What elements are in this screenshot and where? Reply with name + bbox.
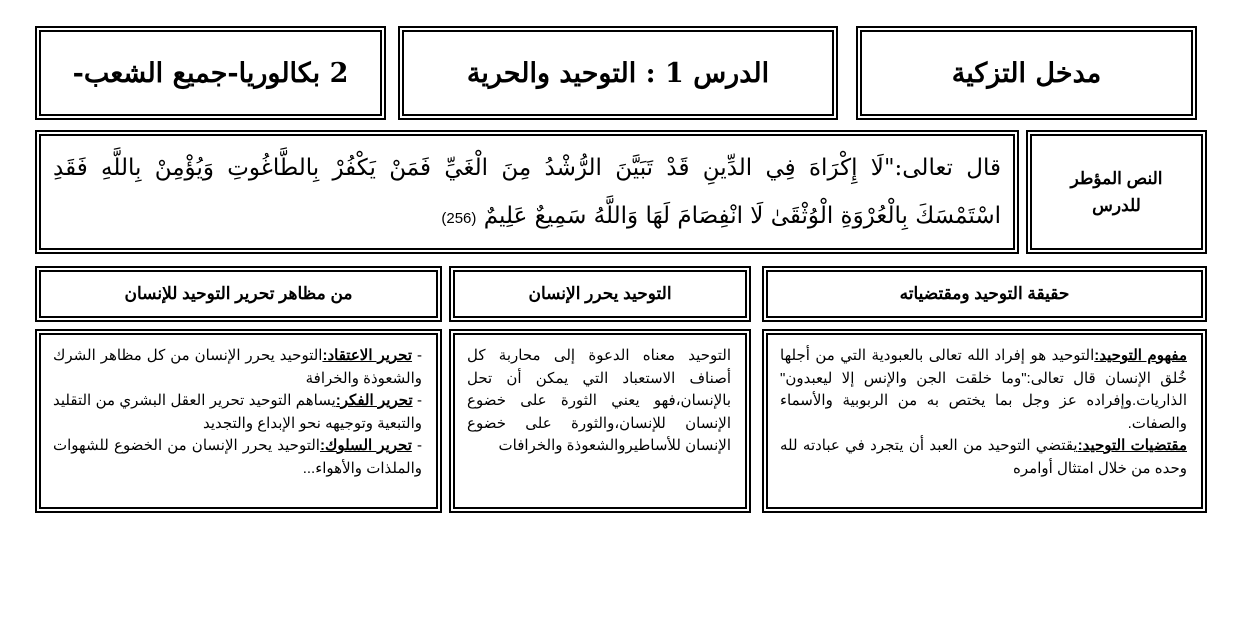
tawhid-liberation-text: التوحيد معناه الدعوة إلى محاربة كل أصناف الاستعباد التي يمكن أن تحل بالإنسان،فهو يعني الثورة على خضوع الإنسان للإنسان،والثورة على خضوع الإنسان للأساطيروالشعوذة والخرافات [467, 347, 731, 454]
verse-prefix: قال تعالى:" [883, 155, 1001, 181]
dash-1: - [412, 347, 422, 364]
text-tawhid-concept: التوحيد هو إفراد الله تعالى بالعبودية التي من أجلها خُلق الإنسان قال تعالى:"وما خلقت الجن والإنس إلا ليعبدون" الذاريات.وإفراده عز وجل بما يختص به من الربوبية والأسماء والصفات. [780, 347, 1187, 432]
behavior-liberation [53, 435, 422, 480]
term-tawhid-concept: مفهوم التوحيد: [1094, 347, 1187, 364]
text-belief-liberation: التوحيد يحرر الإنسان من كل مظاهر الشرك والشعوذة والخرافة [53, 347, 422, 387]
dash-3: - [411, 437, 423, 454]
belief-liberation [53, 345, 422, 390]
dash-2: - [412, 392, 422, 409]
term-belief-liberation: تحرير الاعتقاد: [322, 347, 413, 364]
lesson-title: الدرس 1 : التوحيد والحرية [466, 57, 770, 89]
term-behavior-liberation: تحرير السلوك: [319, 437, 412, 454]
column-body-middle [449, 329, 751, 513]
column-title-middle: التوحيد يحرر الإنسان [528, 284, 672, 303]
unit-title: مدخل التزكية [951, 57, 1102, 89]
column-title-right: حقيقة التوحيد ومقتضياته [899, 284, 1070, 303]
column-title-left: من مظاهر تحرير التوحيد للإنسان [124, 284, 353, 303]
tawhid-definition [780, 345, 1187, 435]
framing-verse-box [35, 130, 1019, 254]
text-tawhid-requirements: يقتضي التوحيد من العبد أن يتجرد في عبادته لله وحده من خلال امتثال أوامره [780, 437, 1187, 477]
column-header-middle [449, 266, 751, 322]
text-behavior-liberation: التوحيد يحرر الإنسان من الخضوع للشهوات والملذات والأهواء... [53, 437, 422, 477]
tawhid-requirements [780, 435, 1187, 480]
framing-text-label: النص المؤطر للدرس [1070, 169, 1163, 215]
column-header-left [35, 266, 442, 322]
term-tawhid-requirements: مقتضيات التوحيد: [1077, 437, 1187, 454]
text-thought-liberation: يساهم التوحيد تحرير العقل البشري من التقليد والتبعية وتوجيهه نحو الإبداع والتجديد [53, 392, 422, 432]
verse-text: لَا إِكْرَاهَ فِي الدِّينِ قَدْ تَبَيَّنَ الرُّشْدُ مِنَ الْغَيِّ فَمَنْ يَكْفُرْ بِالطَّاغُوتِ وَيُؤْمِنْ بِاللَّهِ فَقَدِ اسْتَمْسَكَ بِالْعُرْوَةِ الْوُثْقَىٰ لَا انْفِصَامَ لَهَا وَاللَّهُ سَمِيعٌ عَلِيمٌ [53, 155, 1001, 229]
verse-number: (256) [441, 210, 477, 227]
thought-liberation [53, 390, 422, 435]
level-title-box [35, 26, 386, 120]
column-body-right [762, 329, 1207, 513]
column-header-right [762, 266, 1207, 322]
level-title: 2 بكالوريا-جميع الشعب- [72, 57, 349, 89]
unit-title-box [856, 26, 1197, 120]
lesson-title-box [398, 26, 838, 120]
framing-text-label-box [1026, 130, 1207, 254]
term-thought-liberation: تحرير الفكر: [335, 392, 413, 409]
column-body-left [35, 329, 442, 513]
